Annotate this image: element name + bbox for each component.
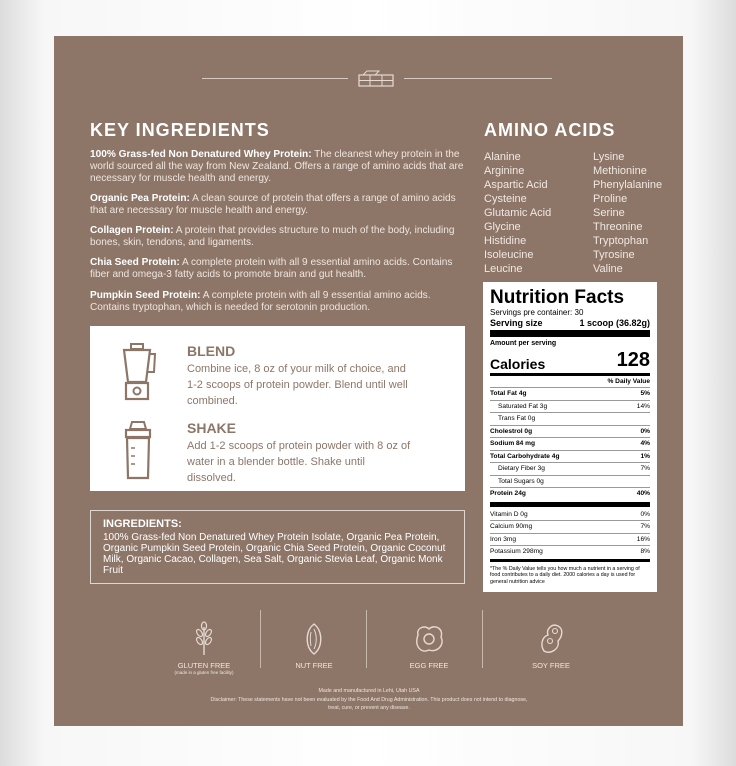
amino-acid-item: Glutamic Acid [484, 207, 552, 219]
key-ingredient-pea [90, 193, 466, 217]
nutrition-divider [490, 502, 650, 507]
blend-text: Combine ice, 8 oz of your milk of choice, and 1-2 scoops of protein powder. Blend until well combined. [187, 363, 408, 407]
shake-text: Add 1-2 scoops of protein powder with 8 oz of water in a blender bottle. Shake until dissolved. [187, 440, 411, 484]
daily-value-header: % Daily Value [607, 378, 650, 385]
mineral-label: Iron 3mg [490, 535, 517, 543]
nutrition-divider [490, 330, 650, 337]
key-ingredient-name: Organic Pea Protein: [90, 193, 190, 204]
nutrient-row [490, 425, 650, 438]
amino-acid-item: Alanine [484, 151, 521, 163]
nutrient-dv: 5% [640, 390, 650, 397]
nutrient-label: Dietary Fiber 3g [498, 465, 545, 472]
servings-per-container: Servings pre container: 30 [490, 308, 584, 317]
amino-acid-item: Glycine [484, 221, 521, 233]
badge-label: EGG FREE [409, 661, 449, 670]
mineral-dv: 16% [636, 535, 650, 543]
mineral-label: Calcium 90mg [490, 523, 533, 530]
nutrient-row [490, 387, 650, 400]
nutrition-divider [490, 559, 650, 562]
egg-icon [412, 621, 446, 657]
nutrition-footnote: *The % Daily Value tells you how much a nutrient in a serving of food contributes to a daily diet. 2000 calories a day is used for general nutrition advice [490, 565, 640, 585]
nutrient-dv: 1% [640, 452, 650, 460]
amino-acids-heading: AMINO ACIDS [484, 120, 616, 140]
shake-title: SHAKE [187, 420, 237, 436]
soybean-icon [536, 621, 566, 657]
nutrient-label: Total Sugars 0g [498, 477, 544, 485]
soy-free-badge [501, 621, 601, 670]
serving-size-row [490, 318, 650, 328]
divider-line-left [202, 78, 348, 79]
shaker-bottle-icon [120, 420, 156, 482]
nutrient-row [490, 412, 650, 425]
calories-row [490, 349, 650, 372]
amino-acid-item: Aspartic Acid [484, 179, 548, 191]
key-ingredient-name: Pumpkin Seed Protein: [90, 290, 201, 301]
nutrition-facts-label [483, 282, 657, 592]
nutrient-label: Total Carbohydrate 4g [490, 452, 560, 460]
amino-acid-item: Isoleucine [484, 249, 534, 261]
badge-label: GLUTEN FREE [177, 661, 231, 670]
nutrient-label: Trans Fat 0g [498, 415, 536, 422]
key-ingredient-desc: A protein that provides structure to much of the body, including bones, skin, tendons, and ligaments. [90, 225, 455, 248]
nutrient-dv: 40% [636, 490, 650, 497]
almond-icon [301, 621, 327, 657]
key-ingredient-pumpkin [90, 290, 466, 314]
amino-acid-item: Lysine [593, 151, 625, 163]
nutrient-label: Sodium 84 mg [490, 440, 536, 447]
badge-label: SOY FREE [532, 661, 570, 670]
mineral-row [490, 520, 650, 533]
wheat-icon [191, 621, 217, 657]
nut-free-badge [264, 621, 364, 670]
amino-acid-item: Serine [593, 207, 625, 219]
amino-acid-item: Leucine [484, 263, 523, 275]
key-ingredient-whey [90, 149, 466, 185]
mineral-label: Potassium 298mg [490, 548, 543, 555]
mineral-dv: 0% [640, 510, 650, 518]
icon-divider [260, 610, 261, 668]
key-ingredient-collagen [90, 225, 466, 249]
amino-acid-item: Phenylalanine [593, 179, 663, 191]
nutrient-label: Cholestrol 0g [490, 427, 533, 435]
amino-acids-column-1 [484, 150, 551, 276]
chocolate-bar-icon [355, 69, 397, 89]
nutrient-dv: 14% [636, 402, 650, 410]
nutrient-label: Total Fat 4g [490, 390, 527, 397]
mineral-row [490, 545, 650, 558]
icon-divider [366, 610, 367, 668]
mineral-label: Vitamin D 0g [490, 510, 528, 518]
serving-size-label: Serving size [490, 318, 543, 328]
badge-sublabel: (made in a gluten free facility) [174, 670, 234, 675]
key-ingredients-heading: KEY INGREDIENTS [90, 120, 270, 140]
nutrition-facts-title: Nutrition Facts [490, 287, 625, 308]
calories-label: Calories [490, 356, 546, 372]
icon-divider [482, 610, 483, 668]
serving-size-value: 1 scoop (36.82g) [579, 318, 650, 328]
disclaimer-text: Disclaimer: These statements have not been evaluated by the Food And Drug Administration. This product does not intend to diagnose, treat, cure, or prevent any disease. [210, 697, 528, 711]
amino-acids-column-2 [593, 150, 662, 276]
key-ingredient-name: Collagen Protein: [90, 225, 174, 236]
amino-acid-item: Histidine [484, 235, 527, 247]
ingredients-box [90, 510, 465, 584]
nutrient-row [490, 462, 650, 475]
nutrient-label: Saturated Fat 3g [498, 402, 548, 410]
gluten-free-badge [154, 621, 254, 675]
ingredients-text: 100% Grass-fed Non Denatured Whey Protein Isolate, Organic Pea Protein, Organic Pumpkin Seed Protein, Organic Chia Seed Protein, Organic Coconut Milk, Organic Cacao, Collagen, Sea Salt, Organic Stevia Leaf, Organic Monk Fruit [103, 532, 446, 576]
key-ingredient-name: Chia Seed Protein: [90, 257, 180, 268]
key-ingredient-desc: The cleanest whey protein in the world sourced all the way from New Zealand. Offers a range of amino acids that are necessary for muscle health and energy. [90, 149, 464, 184]
label-panel [54, 36, 683, 726]
amino-acid-item: Valine [593, 263, 623, 275]
nutrient-dv: 4% [640, 440, 650, 447]
preparation-card [90, 326, 465, 491]
divider-line-right [404, 78, 552, 79]
blend-title: BLEND [187, 343, 236, 359]
key-ingredient-desc: A clean source of protein that offers a range of amino acids that are necessary for muscle health and energy. [90, 193, 456, 216]
nutrient-row [490, 400, 650, 413]
nutrient-dv: 7% [640, 465, 650, 472]
ingredients-title: INGREDIENTS: [103, 518, 182, 530]
key-ingredient-desc: A complete protein with all 9 essential amino acids. Contains fiber and omega-3 fatty acids to promote brain and gut health. [90, 257, 453, 280]
mineral-dv: 7% [640, 523, 650, 530]
amino-acid-item: Proline [593, 193, 628, 205]
key-ingredient-chia [90, 257, 466, 281]
amino-acid-item: Cysteine [484, 193, 527, 205]
made-in-text: Made and manufactured in Lehi, Utah USA [318, 688, 420, 694]
egg-free-badge [379, 621, 479, 670]
blender-icon [118, 342, 158, 402]
mineral-dv: 8% [640, 548, 650, 555]
badge-label: NUT FREE [295, 661, 333, 670]
amino-acid-item: Methionine [593, 165, 647, 177]
nutrient-row [490, 450, 650, 463]
calories-value: 128 [616, 349, 650, 371]
amino-acid-item: Arginine [484, 165, 525, 177]
nutrient-dv: 0% [640, 427, 650, 435]
nutrient-row [490, 437, 650, 450]
nutrition-divider [490, 373, 650, 376]
amount-per-serving: Amount per serving [490, 340, 557, 347]
key-ingredient-desc: A complete protein with all 9 essential amino acids. Contains tryptophan, which is needed for serotonin production. [90, 290, 431, 313]
mineral-row [490, 509, 650, 521]
amino-acid-item: Tyrosine [593, 249, 635, 261]
nutrient-row [490, 487, 650, 500]
mineral-row [490, 533, 650, 546]
amino-acid-item: Tryptophan [593, 235, 649, 247]
amino-acid-item: Threonine [593, 221, 643, 233]
nutrient-row [490, 475, 650, 488]
key-ingredient-name: 100% Grass-fed Non Denatured Whey Protein: [90, 149, 312, 160]
nutrient-label: Protein 24g [490, 490, 526, 497]
